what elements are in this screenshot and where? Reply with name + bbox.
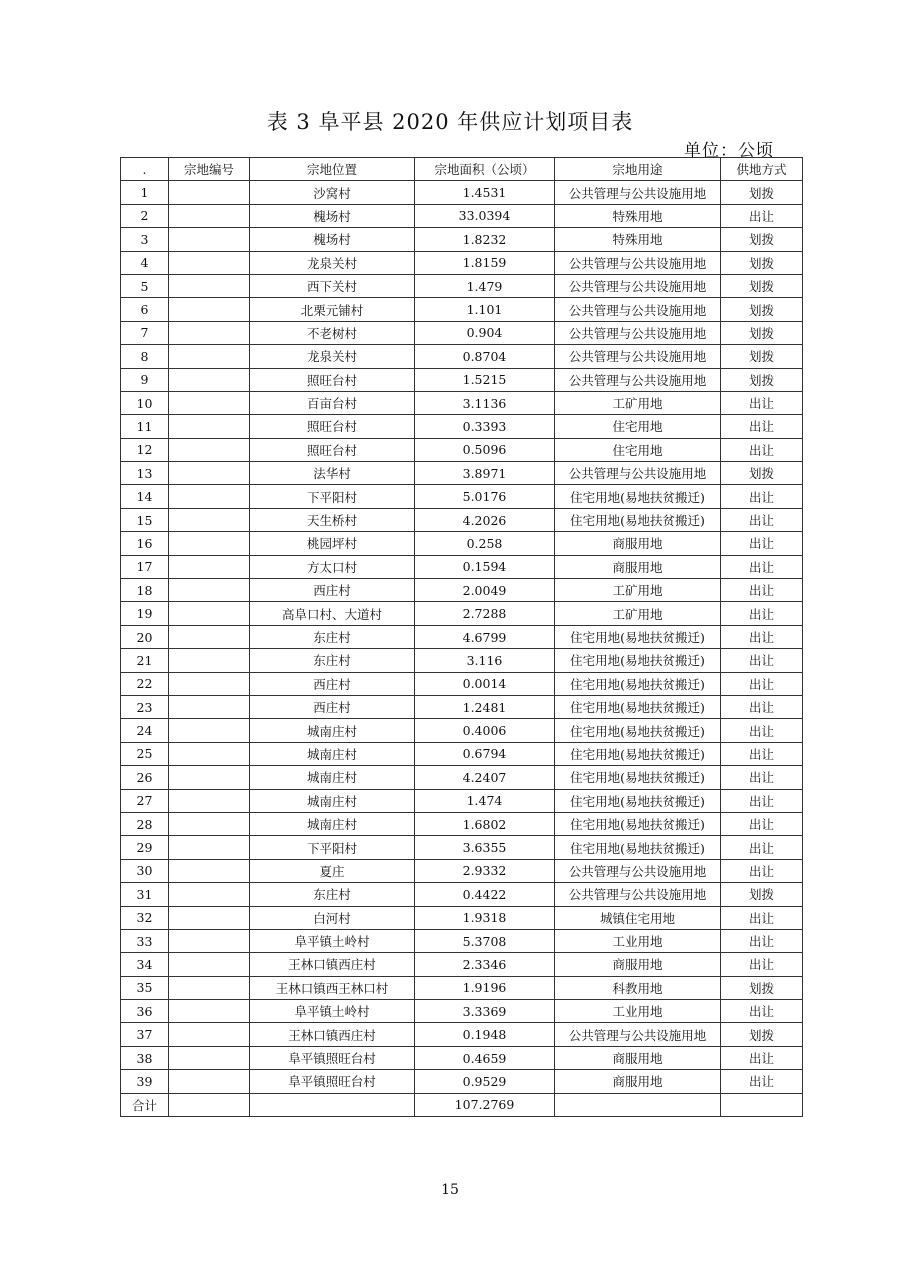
table-row — [121, 812, 803, 835]
cell-supply-method: 划拨 — [721, 274, 803, 297]
cell-parcel-location: 北栗元铺村 — [250, 298, 415, 321]
cell-supply-method: 出让 — [721, 415, 803, 438]
cell-supply-method: 出让 — [721, 649, 803, 672]
cell-parcel-area: 0.9529 — [415, 1070, 555, 1093]
total-empty-cell — [250, 1093, 415, 1116]
cell-parcel-id — [169, 602, 250, 625]
cell-parcel-area: 0.1948 — [415, 1023, 555, 1046]
cell-index: 4 — [121, 251, 169, 274]
cell-parcel-id — [169, 555, 250, 578]
header-index: . — [121, 158, 169, 181]
cell-parcel-use: 公共管理与公共设施用地 — [555, 181, 721, 204]
cell-supply-method: 划拨 — [721, 462, 803, 485]
table-row — [121, 672, 803, 695]
cell-parcel-id — [169, 181, 250, 204]
cell-parcel-area: 4.2026 — [415, 508, 555, 531]
cell-parcel-use: 特殊用地 — [555, 204, 721, 227]
cell-parcel-area: 3.116 — [415, 649, 555, 672]
cell-parcel-area: 5.3708 — [415, 929, 555, 952]
cell-parcel-use: 工矿用地 — [555, 579, 721, 602]
cell-parcel-use: 公共管理与公共设施用地 — [555, 859, 721, 882]
cell-parcel-use: 公共管理与公共设施用地 — [555, 883, 721, 906]
cell-parcel-location: 西下关村 — [250, 274, 415, 297]
cell-parcel-use: 商服用地 — [555, 1070, 721, 1093]
table-header-row — [121, 158, 803, 181]
table-row — [121, 906, 803, 929]
cell-parcel-location: 夏庄 — [250, 859, 415, 882]
cell-index: 28 — [121, 812, 169, 835]
cell-index: 11 — [121, 415, 169, 438]
cell-parcel-id — [169, 859, 250, 882]
cell-supply-method: 出让 — [721, 625, 803, 648]
cell-parcel-id — [169, 883, 250, 906]
cell-parcel-area: 4.6799 — [415, 625, 555, 648]
cell-parcel-area: 2.9332 — [415, 859, 555, 882]
cell-supply-method: 划拨 — [721, 181, 803, 204]
cell-parcel-use: 住宅用地(易地扶贫搬迁) — [555, 508, 721, 531]
cell-parcel-area: 0.5096 — [415, 438, 555, 461]
cell-parcel-use: 科教用地 — [555, 976, 721, 999]
cell-parcel-location: 阜平镇土岭村 — [250, 929, 415, 952]
cell-parcel-use: 住宅用地(易地扶贫搬迁) — [555, 485, 721, 508]
cell-index: 33 — [121, 929, 169, 952]
cell-parcel-id — [169, 1023, 250, 1046]
header-parcel-area: 宗地面积（公顷） — [415, 158, 555, 181]
cell-parcel-id — [169, 1070, 250, 1093]
cell-index: 8 — [121, 345, 169, 368]
cell-index: 23 — [121, 695, 169, 718]
cell-parcel-id — [169, 228, 250, 251]
table-row — [121, 438, 803, 461]
cell-parcel-area: 0.6794 — [415, 742, 555, 765]
table-row — [121, 883, 803, 906]
table-row — [121, 976, 803, 999]
cell-parcel-area: 5.0176 — [415, 485, 555, 508]
cell-parcel-location: 城南庄村 — [250, 766, 415, 789]
cell-parcel-use: 住宅用地(易地扶贫搬迁) — [555, 649, 721, 672]
cell-parcel-location: 东庄村 — [250, 883, 415, 906]
cell-supply-method: 出让 — [721, 953, 803, 976]
table-row — [121, 1046, 803, 1069]
cell-parcel-use: 特殊用地 — [555, 228, 721, 251]
cell-supply-method: 出让 — [721, 485, 803, 508]
cell-parcel-id — [169, 742, 250, 765]
header-parcel-use: 宗地用途 — [555, 158, 721, 181]
cell-parcel-location: 西庄村 — [250, 579, 415, 602]
table-row — [121, 321, 803, 344]
table-row — [121, 742, 803, 765]
cell-index: 36 — [121, 1000, 169, 1023]
cell-parcel-area: 0.4422 — [415, 883, 555, 906]
cell-parcel-area: 1.8232 — [415, 228, 555, 251]
table-row — [121, 1023, 803, 1046]
cell-index: 22 — [121, 672, 169, 695]
table-row — [121, 1000, 803, 1023]
cell-parcel-id — [169, 695, 250, 718]
cell-parcel-id — [169, 391, 250, 414]
cell-parcel-use: 住宅用地(易地扶贫搬迁) — [555, 836, 721, 859]
header-parcel-location: 宗地位置 — [250, 158, 415, 181]
cell-parcel-area: 3.3369 — [415, 1000, 555, 1023]
cell-supply-method: 出让 — [721, 929, 803, 952]
cell-parcel-id — [169, 298, 250, 321]
cell-parcel-location: 东庄村 — [250, 649, 415, 672]
cell-parcel-use: 公共管理与公共设施用地 — [555, 298, 721, 321]
cell-parcel-id — [169, 1046, 250, 1069]
cell-parcel-id — [169, 532, 250, 555]
cell-parcel-use: 工矿用地 — [555, 602, 721, 625]
cell-supply-method: 出让 — [721, 812, 803, 835]
cell-parcel-id — [169, 789, 250, 812]
cell-parcel-location: 槐场村 — [250, 204, 415, 227]
cell-parcel-id — [169, 485, 250, 508]
cell-parcel-use: 商服用地 — [555, 555, 721, 578]
cell-parcel-use: 住宅用地(易地扶贫搬迁) — [555, 742, 721, 765]
page-number: 15 — [441, 1182, 459, 1198]
table-row — [121, 836, 803, 859]
cell-index: 15 — [121, 508, 169, 531]
total-label: 合计 — [121, 1093, 169, 1116]
table-row — [121, 485, 803, 508]
cell-index: 13 — [121, 462, 169, 485]
cell-parcel-area: 1.479 — [415, 274, 555, 297]
cell-parcel-area: 3.6355 — [415, 836, 555, 859]
cell-parcel-area: 0.3393 — [415, 415, 555, 438]
cell-supply-method: 出让 — [721, 555, 803, 578]
cell-parcel-use: 住宅用地 — [555, 438, 721, 461]
cell-parcel-id — [169, 812, 250, 835]
cell-parcel-location: 下平阳村 — [250, 836, 415, 859]
cell-parcel-use: 住宅用地(易地扶贫搬迁) — [555, 672, 721, 695]
table-row — [121, 649, 803, 672]
cell-parcel-location: 城南庄村 — [250, 719, 415, 742]
cell-parcel-id — [169, 976, 250, 999]
cell-index: 24 — [121, 719, 169, 742]
cell-parcel-location: 西庄村 — [250, 695, 415, 718]
cell-parcel-area: 1.9318 — [415, 906, 555, 929]
total-empty-cell — [555, 1093, 721, 1116]
table-row — [121, 579, 803, 602]
cell-parcel-use: 住宅用地(易地扶贫搬迁) — [555, 766, 721, 789]
cell-parcel-location: 城南庄村 — [250, 789, 415, 812]
table-row — [121, 462, 803, 485]
cell-parcel-location: 城南庄村 — [250, 742, 415, 765]
cell-parcel-area: 4.2407 — [415, 766, 555, 789]
cell-parcel-location: 高阜口村、大道村 — [250, 602, 415, 625]
cell-parcel-area: 0.8704 — [415, 345, 555, 368]
cell-parcel-id — [169, 438, 250, 461]
cell-parcel-use: 住宅用地(易地扶贫搬迁) — [555, 789, 721, 812]
cell-parcel-id — [169, 204, 250, 227]
cell-parcel-area: 0.1594 — [415, 555, 555, 578]
header-parcel-id: 宗地编号 — [169, 158, 250, 181]
cell-parcel-id — [169, 274, 250, 297]
cell-supply-method: 出让 — [721, 602, 803, 625]
cell-parcel-id — [169, 649, 250, 672]
table-row — [121, 555, 803, 578]
cell-index: 9 — [121, 368, 169, 391]
cell-supply-method: 划拨 — [721, 1023, 803, 1046]
cell-parcel-id — [169, 345, 250, 368]
cell-parcel-use: 工矿用地 — [555, 391, 721, 414]
cell-index: 10 — [121, 391, 169, 414]
cell-parcel-id — [169, 929, 250, 952]
cell-index: 26 — [121, 766, 169, 789]
cell-index: 21 — [121, 649, 169, 672]
cell-index: 37 — [121, 1023, 169, 1046]
cell-parcel-id — [169, 906, 250, 929]
table-row — [121, 204, 803, 227]
cell-parcel-area: 1.8159 — [415, 251, 555, 274]
cell-supply-method: 出让 — [721, 204, 803, 227]
cell-parcel-area: 0.4006 — [415, 719, 555, 742]
table-row — [121, 1070, 803, 1093]
cell-supply-method: 划拨 — [721, 298, 803, 321]
cell-parcel-use: 城镇住宅用地 — [555, 906, 721, 929]
cell-parcel-use: 住宅用地 — [555, 415, 721, 438]
cell-index: 16 — [121, 532, 169, 555]
cell-parcel-area: 0.904 — [415, 321, 555, 344]
table-row — [121, 625, 803, 648]
table-row — [121, 251, 803, 274]
cell-parcel-use: 住宅用地(易地扶贫搬迁) — [555, 625, 721, 648]
table-row — [121, 368, 803, 391]
cell-parcel-use: 公共管理与公共设施用地 — [555, 251, 721, 274]
cell-parcel-location: 阜平镇土岭村 — [250, 1000, 415, 1023]
cell-index: 5 — [121, 274, 169, 297]
cell-parcel-use: 住宅用地(易地扶贫搬迁) — [555, 812, 721, 835]
cell-parcel-id — [169, 953, 250, 976]
cell-parcel-use: 商服用地 — [555, 953, 721, 976]
table-row — [121, 789, 803, 812]
cell-supply-method: 出让 — [721, 1070, 803, 1093]
cell-parcel-id — [169, 415, 250, 438]
cell-parcel-location: 东庄村 — [250, 625, 415, 648]
table-row — [121, 508, 803, 531]
cell-index: 32 — [121, 906, 169, 929]
cell-parcel-id — [169, 766, 250, 789]
cell-index: 34 — [121, 953, 169, 976]
cell-parcel-id — [169, 836, 250, 859]
cell-parcel-id — [169, 625, 250, 648]
cell-parcel-use: 公共管理与公共设施用地 — [555, 321, 721, 344]
cell-index: 29 — [121, 836, 169, 859]
cell-parcel-area: 2.3346 — [415, 953, 555, 976]
total-empty-cell — [169, 1093, 250, 1116]
cell-supply-method: 出让 — [721, 719, 803, 742]
cell-index: 30 — [121, 859, 169, 882]
cell-parcel-area: 3.8971 — [415, 462, 555, 485]
cell-supply-method: 出让 — [721, 672, 803, 695]
cell-parcel-id — [169, 368, 250, 391]
cell-supply-method: 出让 — [721, 836, 803, 859]
cell-supply-method: 出让 — [721, 508, 803, 531]
cell-parcel-use: 公共管理与公共设施用地 — [555, 462, 721, 485]
cell-parcel-area: 1.5215 — [415, 368, 555, 391]
cell-parcel-area: 0.4659 — [415, 1046, 555, 1069]
cell-supply-method: 出让 — [721, 579, 803, 602]
cell-parcel-area: 1.9196 — [415, 976, 555, 999]
cell-supply-method: 划拨 — [721, 321, 803, 344]
cell-index: 18 — [121, 579, 169, 602]
cell-index: 38 — [121, 1046, 169, 1069]
cell-parcel-area: 3.1136 — [415, 391, 555, 414]
cell-parcel-location: 白河村 — [250, 906, 415, 929]
cell-index: 6 — [121, 298, 169, 321]
cell-index: 19 — [121, 602, 169, 625]
table-row — [121, 719, 803, 742]
cell-parcel-area: 33.0394 — [415, 204, 555, 227]
cell-parcel-location: 桃园坪村 — [250, 532, 415, 555]
cell-parcel-id — [169, 719, 250, 742]
cell-index: 1 — [121, 181, 169, 204]
total-area: 107.2769 — [415, 1093, 555, 1116]
cell-supply-method: 出让 — [721, 1046, 803, 1069]
cell-parcel-area: 1.6802 — [415, 812, 555, 835]
cell-supply-method: 划拨 — [721, 883, 803, 906]
cell-parcel-area: 0.258 — [415, 532, 555, 555]
cell-supply-method: 划拨 — [721, 251, 803, 274]
table-row — [121, 274, 803, 297]
table-row — [121, 766, 803, 789]
cell-supply-method: 出让 — [721, 766, 803, 789]
cell-index: 3 — [121, 228, 169, 251]
cell-parcel-use: 商服用地 — [555, 1046, 721, 1069]
cell-index: 20 — [121, 625, 169, 648]
cell-parcel-use: 工业用地 — [555, 1000, 721, 1023]
cell-parcel-id — [169, 579, 250, 602]
cell-supply-method: 划拨 — [721, 976, 803, 999]
cell-parcel-id — [169, 251, 250, 274]
cell-parcel-location: 龙泉关村 — [250, 345, 415, 368]
table-row — [121, 859, 803, 882]
cell-supply-method: 出让 — [721, 532, 803, 555]
total-empty-cell — [721, 1093, 803, 1116]
cell-parcel-location: 百亩台村 — [250, 391, 415, 414]
cell-parcel-location: 西庄村 — [250, 672, 415, 695]
cell-parcel-area: 1.4531 — [415, 181, 555, 204]
cell-parcel-location: 照旺台村 — [250, 438, 415, 461]
page-title: 表 3 阜平县 2020 年供应计划项目表 — [266, 110, 634, 134]
cell-parcel-use: 工业用地 — [555, 929, 721, 952]
table-row — [121, 953, 803, 976]
cell-parcel-location: 阜平镇照旺台村 — [250, 1070, 415, 1093]
cell-index: 7 — [121, 321, 169, 344]
cell-parcel-area: 0.0014 — [415, 672, 555, 695]
table-row — [121, 695, 803, 718]
table-row — [121, 228, 803, 251]
cell-parcel-location: 天生桥村 — [250, 508, 415, 531]
cell-parcel-location: 照旺台村 — [250, 415, 415, 438]
cell-parcel-location: 王林口镇西王林口村 — [250, 976, 415, 999]
cell-parcel-location: 王林口镇西庄村 — [250, 1023, 415, 1046]
cell-parcel-use: 公共管理与公共设施用地 — [555, 368, 721, 391]
total-row — [121, 1093, 803, 1116]
cell-parcel-location: 沙窝村 — [250, 181, 415, 204]
cell-parcel-location: 照旺台村 — [250, 368, 415, 391]
cell-parcel-use: 住宅用地(易地扶贫搬迁) — [555, 695, 721, 718]
header-supply-method: 供地方式 — [721, 158, 803, 181]
cell-supply-method: 划拨 — [721, 368, 803, 391]
cell-index: 17 — [121, 555, 169, 578]
cell-supply-method: 划拨 — [721, 228, 803, 251]
cell-index: 12 — [121, 438, 169, 461]
cell-parcel-id — [169, 321, 250, 344]
cell-index: 39 — [121, 1070, 169, 1093]
cell-supply-method: 出让 — [721, 1000, 803, 1023]
cell-parcel-area: 1.2481 — [415, 695, 555, 718]
table-row — [121, 602, 803, 625]
cell-parcel-use: 公共管理与公共设施用地 — [555, 274, 721, 297]
cell-parcel-use: 公共管理与公共设施用地 — [555, 345, 721, 368]
cell-parcel-location: 下平阳村 — [250, 485, 415, 508]
cell-parcel-location: 槐场村 — [250, 228, 415, 251]
cell-supply-method: 出让 — [721, 789, 803, 812]
cell-supply-method: 出让 — [721, 859, 803, 882]
table-row — [121, 415, 803, 438]
table-row — [121, 391, 803, 414]
table-row — [121, 532, 803, 555]
cell-parcel-id — [169, 672, 250, 695]
cell-parcel-location: 法华村 — [250, 462, 415, 485]
cell-parcel-id — [169, 462, 250, 485]
cell-parcel-location: 方太口村 — [250, 555, 415, 578]
cell-parcel-area: 1.101 — [415, 298, 555, 321]
cell-parcel-use: 公共管理与公共设施用地 — [555, 1023, 721, 1046]
cell-supply-method: 出让 — [721, 742, 803, 765]
table-body — [121, 181, 803, 1093]
cell-parcel-use: 商服用地 — [555, 532, 721, 555]
cell-parcel-location: 王林口镇西庄村 — [250, 953, 415, 976]
cell-index: 35 — [121, 976, 169, 999]
supply-plan-table — [120, 157, 803, 1117]
cell-supply-method: 划拨 — [721, 345, 803, 368]
cell-index: 2 — [121, 204, 169, 227]
unit-label: 单位：公顷 — [684, 141, 774, 161]
cell-supply-method: 出让 — [721, 391, 803, 414]
cell-parcel-id — [169, 1000, 250, 1023]
cell-parcel-area: 1.474 — [415, 789, 555, 812]
cell-parcel-location: 阜平镇照旺台村 — [250, 1046, 415, 1069]
table-row — [121, 345, 803, 368]
table-row — [121, 929, 803, 952]
cell-supply-method: 出让 — [721, 438, 803, 461]
cell-parcel-id — [169, 508, 250, 531]
cell-supply-method: 出让 — [721, 695, 803, 718]
cell-index: 14 — [121, 485, 169, 508]
cell-parcel-location: 不老树村 — [250, 321, 415, 344]
cell-index: 25 — [121, 742, 169, 765]
cell-parcel-location: 城南庄村 — [250, 812, 415, 835]
table-row — [121, 298, 803, 321]
cell-parcel-area: 2.0049 — [415, 579, 555, 602]
cell-parcel-area: 2.7288 — [415, 602, 555, 625]
cell-index: 31 — [121, 883, 169, 906]
table-row — [121, 181, 803, 204]
cell-parcel-location: 龙泉关村 — [250, 251, 415, 274]
cell-index: 27 — [121, 789, 169, 812]
cell-parcel-use: 住宅用地(易地扶贫搬迁) — [555, 719, 721, 742]
cell-supply-method: 出让 — [721, 906, 803, 929]
